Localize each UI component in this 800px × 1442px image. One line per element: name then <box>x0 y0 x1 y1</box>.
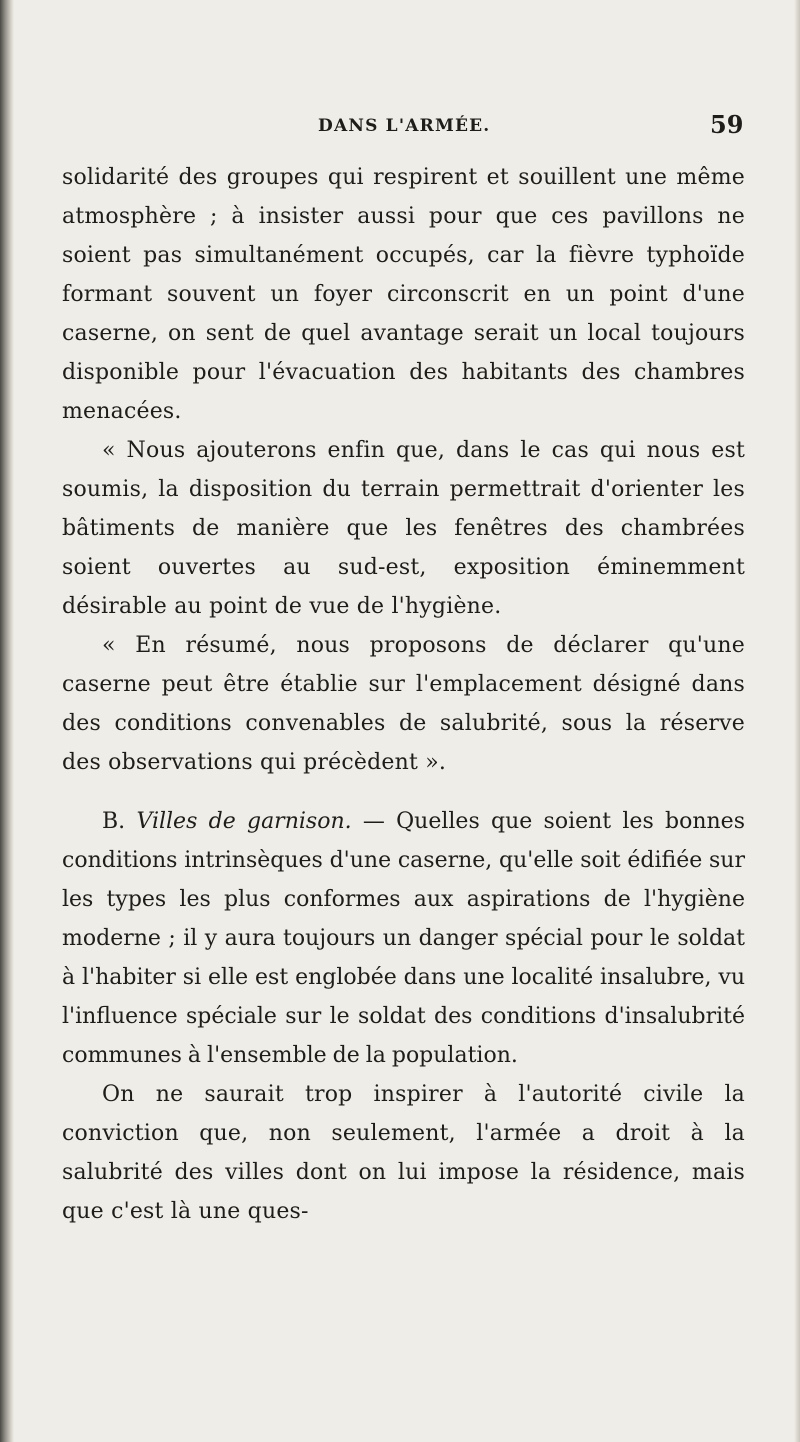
paragraph-conclusion: On ne saurait trop inspirer à l'autorité civile la conviction que, non seulement, l'armée a droit à la salubrité des villes dont on lui impose la résidence, mais que c'est là une ques- <box>62 1082 745 1224</box>
body-text <box>62 158 745 1231</box>
section-text: — Quelles que soient les bonnes conditions intrinsèques d'une caserne, qu'elle soit édifiée sur les types les plus conformes aux aspirations de l'hygiène moderne ; il y aura toujours un danger spécial pour le soldat à l'habiter si elle est englobée dans une localité insalubre, vu l'influence spéciale sur le soldat des conditions d'insalubrité communes à l'ensemble de la population. <box>62 809 745 1068</box>
page-edge <box>794 0 800 1442</box>
book-binding-shadow <box>0 0 14 1442</box>
running-title: DANS L'ARMÉE. <box>318 116 491 136</box>
section-b-paragraph <box>62 802 745 1075</box>
page-number: 59 <box>710 110 744 139</box>
paragraph-continuation: solidarité des groupes qui respirent et souillent une même atmosphère ; à insister aussi pour que ces pavillons ne soient pas simultanément occupés, car la fièvre typhoïde formant souvent un foyer circonscrit en un point d'une caserne, on sent de quel avantage serait un local toujours disponible pour l'évacuation des habitants des chambres menacées. <box>62 165 745 424</box>
page-header <box>0 110 800 146</box>
paragraph-quote-summary: « En résumé, nous proposons de déclarer qu'une caserne peut être établie sur l'emplacement désigné dans des conditions convenables de salubrité, sous la réserve des observations qui précèdent ». <box>62 633 745 775</box>
section-title: Villes de garnison. <box>136 809 352 834</box>
paragraph-quote-orientation: « Nous ajouterons enfin que, dans le cas qui nous est soumis, la disposition du terrain permettrait d'orienter les bâtiments de manière que les fenêtres des chambrées soient ouvertes au sud-est, exposition éminemment désirable au point de vue de l'hygiène. <box>62 438 745 619</box>
section-letter: B. <box>102 809 126 834</box>
